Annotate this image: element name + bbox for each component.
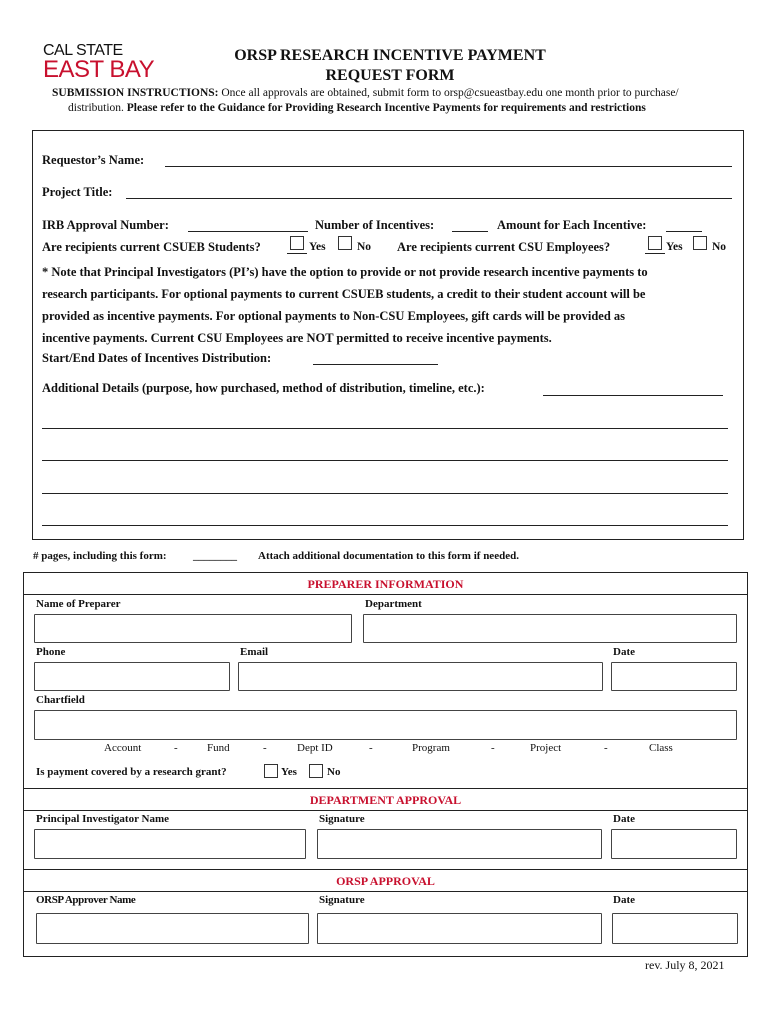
- preparer-date-label: Date: [613, 646, 635, 658]
- irb-approval-field[interactable]: [188, 231, 308, 232]
- chartfield-sep: -: [263, 742, 267, 754]
- num-incentives-field[interactable]: [452, 231, 488, 232]
- divider: [23, 788, 748, 789]
- grant-yes-label: Yes: [281, 766, 297, 778]
- irb-approval-label: IRB Approval Number:: [42, 218, 169, 232]
- additional-details-line[interactable]: [42, 428, 728, 429]
- chartfield-sep: -: [491, 742, 495, 754]
- requestor-name-field[interactable]: [165, 166, 732, 167]
- pi-name-input[interactable]: [34, 829, 306, 859]
- distribution-dates-field[interactable]: [313, 364, 438, 365]
- students-no-label: No: [357, 241, 372, 253]
- phone-label: Phone: [36, 646, 66, 658]
- employees-yes-blank: [645, 253, 665, 254]
- preparer-name-input[interactable]: [34, 614, 352, 643]
- orsp-date-input[interactable]: [612, 913, 738, 944]
- pages-count-label: # pages, including this form:: [33, 550, 167, 562]
- department-label: Department: [365, 598, 422, 610]
- divider: [23, 594, 748, 595]
- instructions-text2: distribution.: [68, 102, 127, 114]
- divider: [23, 869, 748, 870]
- orsp-date-label: Date: [613, 894, 635, 906]
- department-approval-header: DEPARTMENT APPROVAL: [309, 793, 462, 807]
- additional-details-line[interactable]: [42, 493, 728, 494]
- chartfield-sep: -: [604, 742, 608, 754]
- phone-input[interactable]: [34, 662, 230, 691]
- employees-yes-checkbox[interactable]: [648, 236, 662, 250]
- pi-note-line: research participants. For optional payments to current CSUEB students, a credit to their student account will be: [42, 287, 646, 301]
- additional-details-field[interactable]: [543, 395, 723, 396]
- orsp-signature-input[interactable]: [317, 913, 602, 944]
- employees-no-checkbox[interactable]: [693, 236, 707, 250]
- email-label: Email: [240, 646, 269, 658]
- dept-signature-label: Signature: [319, 813, 365, 825]
- orsp-approver-label: ORSP Approver Name: [36, 894, 136, 906]
- grant-yes-checkbox[interactable]: [264, 764, 278, 778]
- preparer-header: PREPARER INFORMATION: [307, 577, 464, 591]
- revision-date: rev. July 8, 2021: [645, 958, 725, 972]
- dept-date-input[interactable]: [611, 829, 737, 859]
- pi-note-line: incentive payments. Current CSU Employees are NOT permitted to receive incentive payments.: [42, 331, 552, 345]
- distribution-dates-label: Start/End Dates of Incentives Distribution:: [42, 351, 272, 365]
- students-question: Are recipients current CSUEB Students?: [42, 240, 261, 254]
- num-incentives-label: Number of Incentives:: [315, 218, 435, 232]
- logo-cal-state: CAL STATE: [43, 42, 123, 59]
- divider: [23, 810, 748, 811]
- department-input[interactable]: [363, 614, 737, 643]
- dept-signature-input[interactable]: [317, 829, 602, 859]
- orsp-approver-input[interactable]: [36, 913, 309, 944]
- grant-no-label: No: [327, 766, 341, 778]
- chartfield-input[interactable]: [34, 710, 737, 740]
- pi-note-line: provided as incentive payments. For optional payments to Non-CSU Employees, gift cards will be provided as: [42, 309, 626, 323]
- employees-question: Are recipients current CSU Employees?: [397, 240, 611, 254]
- project-title-field[interactable]: [126, 198, 732, 199]
- preparer-name-label: Name of Preparer: [36, 598, 121, 610]
- chartfield-label: Chartfield: [36, 694, 85, 706]
- amount-each-field[interactable]: [666, 231, 702, 232]
- project-title-label: Project Title:: [42, 185, 113, 199]
- requestor-name-label: Requestor’s Name:: [42, 153, 145, 167]
- grant-question: Is payment covered by a research grant?: [36, 766, 227, 778]
- orsp-signature-label: Signature: [319, 894, 365, 906]
- divider: [23, 891, 748, 892]
- chartfield-dept-id: Dept ID: [297, 742, 333, 754]
- chartfield-fund: Fund: [207, 742, 230, 754]
- instructions-guidance: Please refer to the Guidance for Providing Research Incentive Payments for requirements and restrictions: [126, 102, 646, 114]
- students-no-checkbox[interactable]: [338, 236, 352, 250]
- email-input[interactable]: [238, 662, 603, 691]
- employees-yes-label: Yes: [666, 241, 683, 253]
- chartfield-program: Program: [412, 742, 450, 754]
- chartfield-class: Class: [649, 742, 673, 754]
- pi-name-label: Principal Investigator Name: [36, 813, 170, 825]
- amount-each-label: Amount for Each Incentive:: [497, 218, 647, 232]
- additional-details-label: Additional Details (purpose, how purchased, method of distribution, timeline, etc.):: [42, 381, 485, 395]
- chartfield-account: Account: [104, 742, 142, 754]
- students-yes-blank: [287, 253, 307, 254]
- pi-note-line: * Note that Principal Investigators (PI’s) have the option to provide or not provide research incentive payments to: [42, 265, 648, 279]
- students-yes-label: Yes: [309, 241, 326, 253]
- form-title-line2: REQUEST FORM: [325, 67, 455, 84]
- orsp-approval-header: ORSP APPROVAL: [336, 874, 435, 888]
- chartfield-sep: -: [174, 742, 178, 754]
- preparer-date-input[interactable]: [611, 662, 737, 691]
- chartfield-project: Project: [530, 742, 562, 754]
- grant-no-checkbox[interactable]: [309, 764, 323, 778]
- additional-details-line[interactable]: [42, 460, 728, 461]
- submission-instructions: [52, 86, 752, 116]
- form-title-line1: ORSP RESEARCH INCENTIVE PAYMENT: [234, 47, 546, 64]
- instructions-lead: SUBMISSION INSTRUCTIONS:: [52, 87, 219, 99]
- dept-date-label: Date: [613, 813, 635, 825]
- students-yes-checkbox[interactable]: [290, 236, 304, 250]
- logo-east-bay: EAST BAY: [43, 56, 155, 83]
- pi-note: [42, 261, 742, 349]
- additional-details-line[interactable]: [42, 525, 728, 526]
- pages-count-field[interactable]: ________: [193, 550, 237, 562]
- attach-docs-note: Attach additional documentation to this form if needed.: [258, 550, 519, 562]
- instructions-text1: Once all approvals are obtained, submit form to orsp@csueastbay.edu one month prior to purchase/: [218, 87, 679, 99]
- employees-no-label: No: [712, 241, 727, 253]
- chartfield-sep: -: [369, 742, 373, 754]
